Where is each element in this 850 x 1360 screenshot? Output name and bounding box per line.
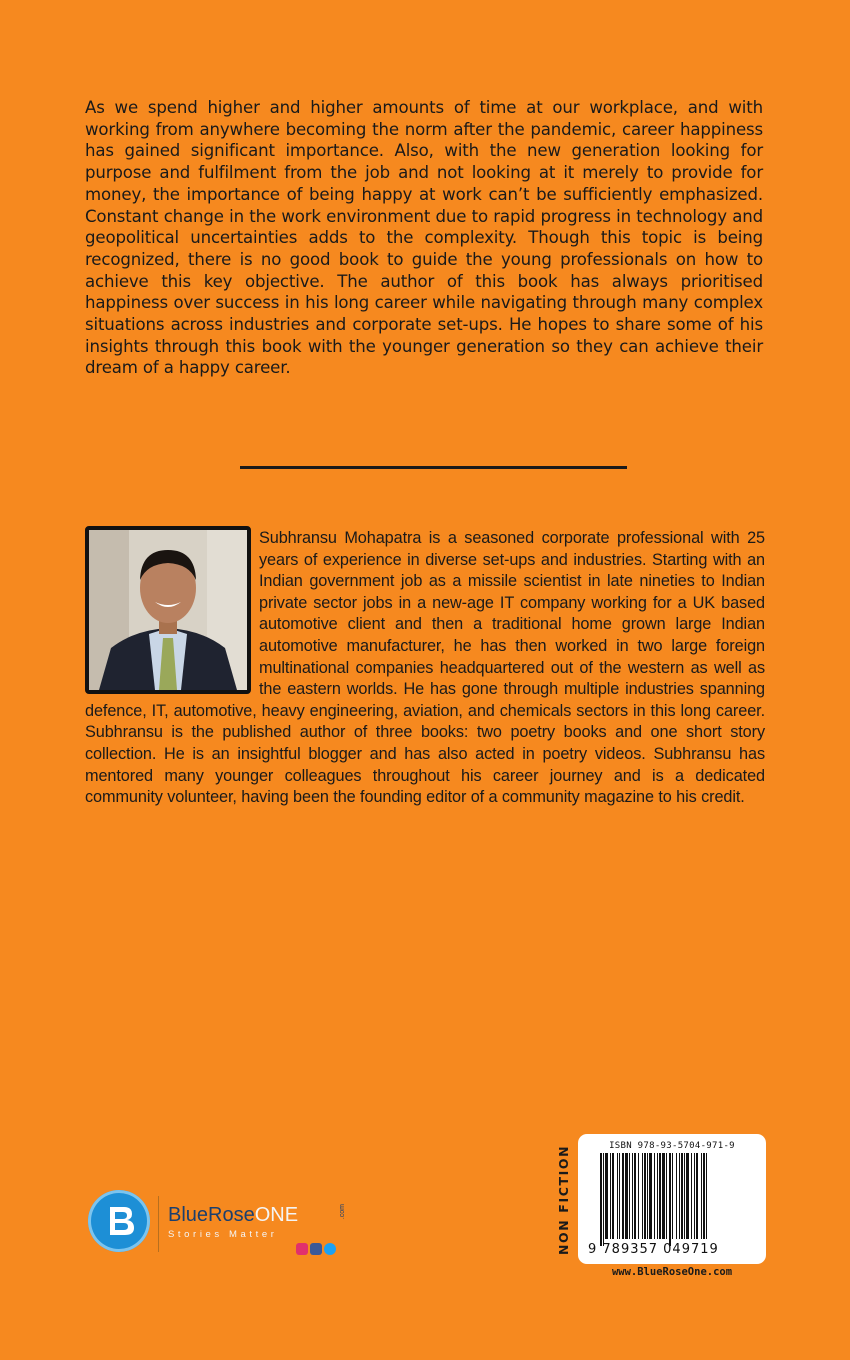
barcode-bar [694,1153,695,1239]
publisher-website: www.BlueRoseOne.com [611,1266,733,1278]
genre-label: NON FICTION [556,1144,571,1256]
barcode-bar [684,1153,685,1239]
barcode-bar [600,1153,602,1246]
barcode-bar [603,1153,604,1246]
isbn-barcode [578,1134,766,1264]
barcode-bar [657,1153,658,1239]
barcode-bar [672,1153,673,1239]
barcode-bar [612,1153,614,1239]
barcode-bar [666,1153,667,1239]
barcode-bar [629,1153,630,1239]
barcode-bar [654,1153,655,1239]
barcode-bar [625,1153,628,1239]
barcode-bar [659,1153,661,1239]
barcode-bar [634,1153,636,1239]
barcode-bar [617,1153,618,1239]
barcode-bar [642,1153,643,1239]
barcode-bar [662,1153,665,1239]
barcode-bar [605,1153,608,1239]
social-icons [296,1243,336,1255]
instagram-icon[interactable] [296,1243,308,1255]
isbn-digits: 9 789357 049719 [588,1242,719,1257]
barcode-bar [706,1153,707,1239]
twitter-icon[interactable] [324,1243,336,1255]
barcode-bar [638,1153,639,1239]
barcode-bar [619,1153,620,1239]
barcode-bar [669,1153,671,1246]
barcode-bar [686,1153,689,1239]
author-bio-text: Subhransu Mohapatra is a seasoned corporate professional with 25 years of experience in diverse set-ups and industries. Starting with an Indian government job as a missile scientist in late nineties to Indian private sector jobs in a new-age IT company working for a UK based automotive client and then a traditional home grown large Indian automotive manufacturer, he has then worked in two large foreign multinational companies headquartered out of the western as well as the eastern worlds. He has gone through multiple industries spanning defence, IT, automotive, heavy engineering, aviation, and chemicals sectors in this long career. Subhransu is the published author of three books: two poetry books and one short story collection. He is an insightful blogger and has also acted in poetry videos. Subhransu has mentored many younger colleagues throughout his career journey and is a dedicated community volunteer, having been the founding editor of a community magazine to his credit. [85,529,765,807]
publisher-name-accent: ONE [254,1204,299,1226]
publisher-domain-suffix: .com [339,1204,346,1220]
barcode-bars [600,1153,740,1246]
logo-separator [158,1196,159,1252]
barcode-bar [610,1153,611,1239]
publisher-name [168,1204,298,1227]
barcode-bar [649,1153,652,1239]
isbn-label: ISBN 978-93-5704-971-9 [609,1141,735,1151]
barcode-bar [703,1153,705,1239]
publisher-emblem-icon [88,1190,150,1252]
author-bio [85,528,765,809]
barcode-bar [679,1153,680,1239]
facebook-icon[interactable] [310,1243,322,1255]
barcode-bar [632,1153,633,1239]
barcode-bar [691,1153,692,1239]
photo-wrap-spacer [85,528,259,700]
publisher-logo [88,1190,358,1260]
barcode-bar [696,1153,698,1239]
barcode-bar [622,1153,624,1239]
barcode-bar [701,1153,702,1239]
publisher-name-main: BlueRose [168,1204,255,1226]
barcode-bar [676,1153,677,1239]
section-divider [240,466,627,469]
barcode-bar [681,1153,683,1239]
barcode-bar [644,1153,646,1239]
barcode-bar [647,1153,648,1239]
back-cover-blurb: As we spend higher and higher amounts of time at our workplace, and with working from anywhere becoming the norm after the pandemic, career happiness has gained significant importance. Also, with the new generation looking for purpose and fulfilment from the job and not looking at it merely to provide for money, the importance of being happy at work can’t be sufficiently emphasized. Constant change in the work environment due to rapid progress in technology and geopolitical uncertainties adds to the complexity. Though this topic is being recognized, there is no good book to guide the young professionals on how to achieve this key objective. The author of this book has always prioritised happiness over success in his long career while navigating through many complex situations across industries and corporate set-ups. He hopes to share some of his insights through this book with the younger generation so they can achieve their dream of a happy career. [85,98,763,378]
publisher-tagline: Stories Matter [168,1229,278,1240]
